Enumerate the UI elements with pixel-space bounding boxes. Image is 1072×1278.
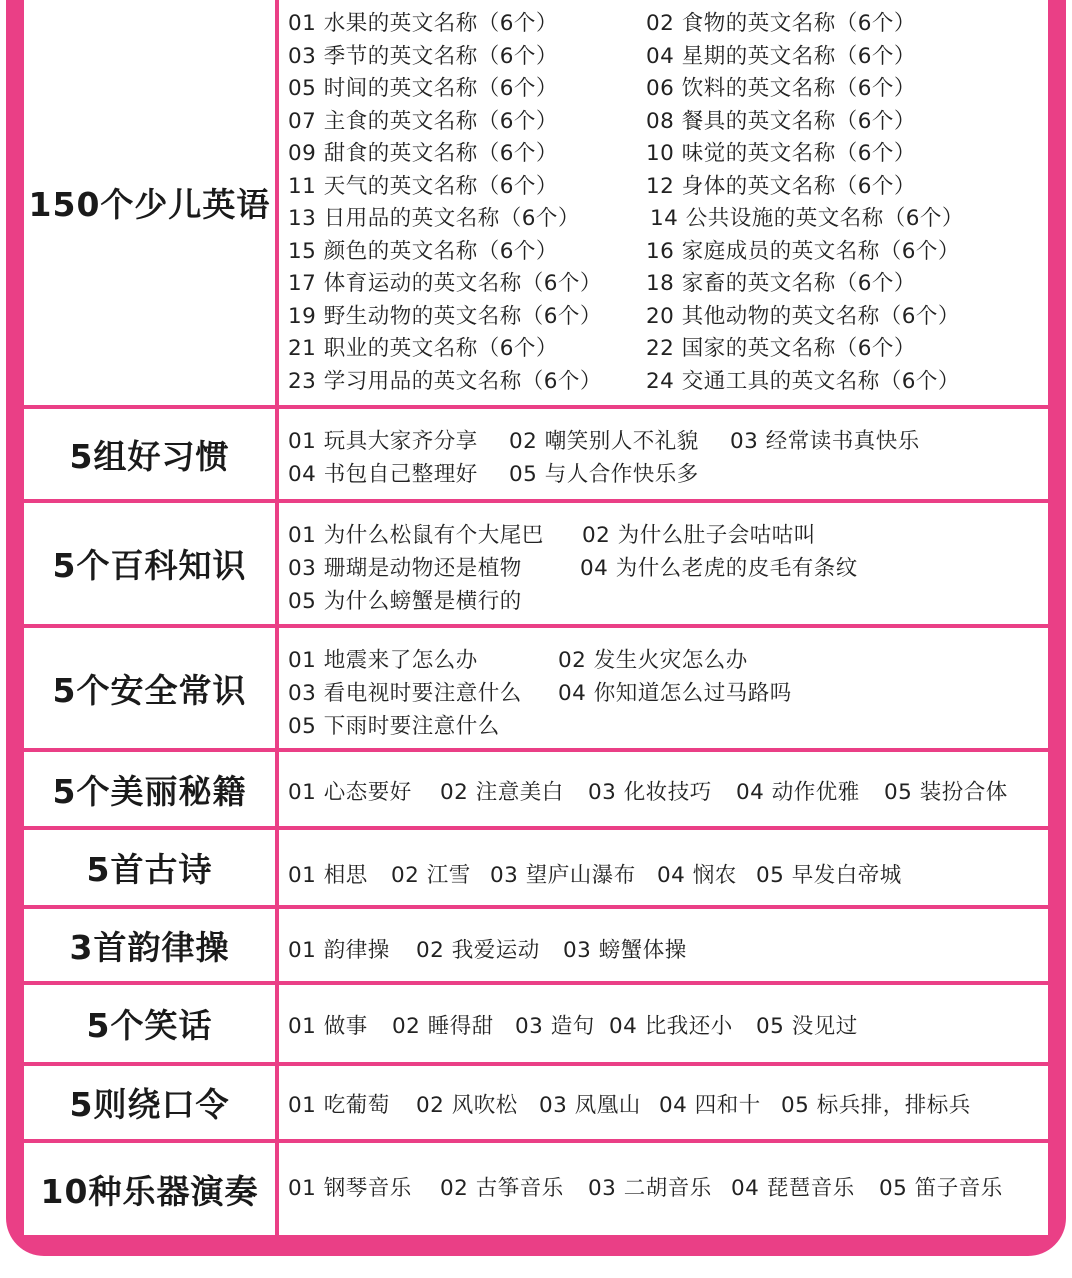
list-item: 21 职业的英文名称（6个） [288,336,558,361]
table-row-rhythm [24,909,1048,981]
list-item: 02 江雪 [391,863,471,888]
category-label: 5个笑话 [24,985,275,1062]
table-row-instruments [24,1143,1048,1235]
list-item: 02 古筝音乐 [440,1176,564,1201]
list-item: 01 做事 [288,1014,368,1039]
list-item: 03 珊瑚是动物还是植物 [288,556,522,581]
list-item: 01 心态要好 [288,780,412,805]
list-item: 04 琵琶音乐 [731,1176,855,1201]
list-item: 02 睡得甜 [392,1014,494,1039]
item-list [279,985,1048,1062]
list-item: 14 公共设施的英文名称（6个） [650,206,964,231]
category-label: 5首古诗 [24,830,275,905]
item-list [279,409,1048,499]
list-item: 02 食物的英文名称（6个） [646,11,916,36]
list-item: 17 体育运动的英文名称（6个） [288,271,602,296]
category-label: 5则绕口令 [24,1066,275,1139]
item-list [279,628,1048,748]
content-table [24,0,1048,1235]
list-item: 01 水果的英文名称（6个） [288,11,558,36]
list-item: 01 相思 [288,863,368,888]
table-row-habits [24,409,1048,499]
table-row-jokes [24,985,1048,1062]
list-item: 01 玩具大家齐分享 [288,429,478,454]
table-row-poems [24,830,1048,905]
item-list [279,1143,1048,1235]
item-list [279,1066,1048,1139]
list-item: 19 野生动物的英文名称（6个） [288,304,602,329]
list-item: 03 经常读书真快乐 [730,429,920,454]
list-item: 01 韵律操 [288,938,390,963]
list-item: 24 交通工具的英文名称（6个） [646,369,960,394]
list-item: 01 地震来了怎么办 [288,648,478,673]
table-row-encyclopedia [24,503,1048,624]
list-item: 02 为什么肚子会咕咕叫 [582,523,816,548]
list-item: 22 国家的英文名称（6个） [646,336,916,361]
list-item: 03 螃蟹体操 [563,938,687,963]
item-list [279,0,1048,405]
list-item: 08 餐具的英文名称（6个） [646,109,916,134]
list-item: 02 嘲笑别人不礼貌 [509,429,699,454]
list-item: 18 家畜的英文名称（6个） [646,271,916,296]
list-item: 04 悯农 [657,863,737,888]
table-row-safety [24,628,1048,748]
category-label: 10种乐器演奏 [24,1143,275,1235]
category-label: 5个安全常识 [24,628,275,748]
item-list [279,752,1048,826]
list-item: 04 为什么老虎的皮毛有条纹 [580,556,858,581]
category-label: 5个美丽秘籍 [24,752,275,826]
category-label: 5组好习惯 [24,409,275,499]
list-item: 01 钢琴音乐 [288,1176,412,1201]
list-item: 04 比我还小 [609,1014,733,1039]
list-item: 03 看电视时要注意什么 [288,681,522,706]
list-item: 12 身体的英文名称（6个） [646,174,916,199]
list-item: 05 早发白帝城 [756,863,902,888]
list-item: 15 颜色的英文名称（6个） [288,239,558,264]
list-item: 05 笛子音乐 [879,1176,1003,1201]
list-item: 03 化妆技巧 [588,780,712,805]
list-item: 04 星期的英文名称（6个） [646,44,916,69]
category-label: 5个百科知识 [24,503,275,624]
list-item: 01 吃葡萄 [288,1093,390,1118]
list-item: 04 四和十 [659,1093,761,1118]
list-item: 03 望庐山瀑布 [490,863,636,888]
list-item: 23 学习用品的英文名称（6个） [288,369,602,394]
list-item: 01 为什么松鼠有个大尾巴 [288,523,544,548]
list-item: 04 动作优雅 [736,780,860,805]
category-label: 150个少儿英语 [24,0,275,405]
list-item: 05 装扮合体 [884,780,1008,805]
list-item: 03 凤凰山 [539,1093,641,1118]
list-item: 02 注意美白 [440,780,564,805]
list-item: 20 其他动物的英文名称（6个） [646,304,960,329]
list-item: 13 日用品的英文名称（6个） [288,206,580,231]
list-item: 05 与人合作快乐多 [509,462,699,487]
table-row-english [24,0,1048,405]
list-item: 06 饮料的英文名称（6个） [646,76,916,101]
category-label: 3首韵律操 [24,909,275,981]
table-row-beauty [24,752,1048,826]
list-item: 05 没见过 [756,1014,858,1039]
list-item: 04 你知道怎么过马路吗 [558,681,792,706]
list-item: 05 为什么螃蟹是横行的 [288,589,522,614]
list-item: 02 我爱运动 [416,938,540,963]
list-item: 03 造句 [515,1014,595,1039]
list-item: 09 甜食的英文名称（6个） [288,141,558,166]
list-item: 10 味觉的英文名称（6个） [646,141,916,166]
list-item: 05 标兵排，排标兵 [781,1093,971,1118]
item-list [279,830,1048,905]
list-item: 05 下雨时要注意什么 [288,714,500,739]
list-item: 04 书包自己整理好 [288,462,478,487]
list-item: 02 发生火灾怎么办 [558,648,748,673]
table-row-tongue-twisters [24,1066,1048,1139]
list-item: 03 二胡音乐 [588,1176,712,1201]
list-item: 05 时间的英文名称（6个） [288,76,558,101]
item-list [279,503,1048,624]
list-item: 16 家庭成员的英文名称（6个） [646,239,960,264]
list-item: 07 主食的英文名称（6个） [288,109,558,134]
item-list [279,909,1048,981]
list-item: 03 季节的英文名称（6个） [288,44,558,69]
list-item: 02 风吹松 [416,1093,518,1118]
list-item: 11 天气的英文名称（6个） [288,174,558,199]
